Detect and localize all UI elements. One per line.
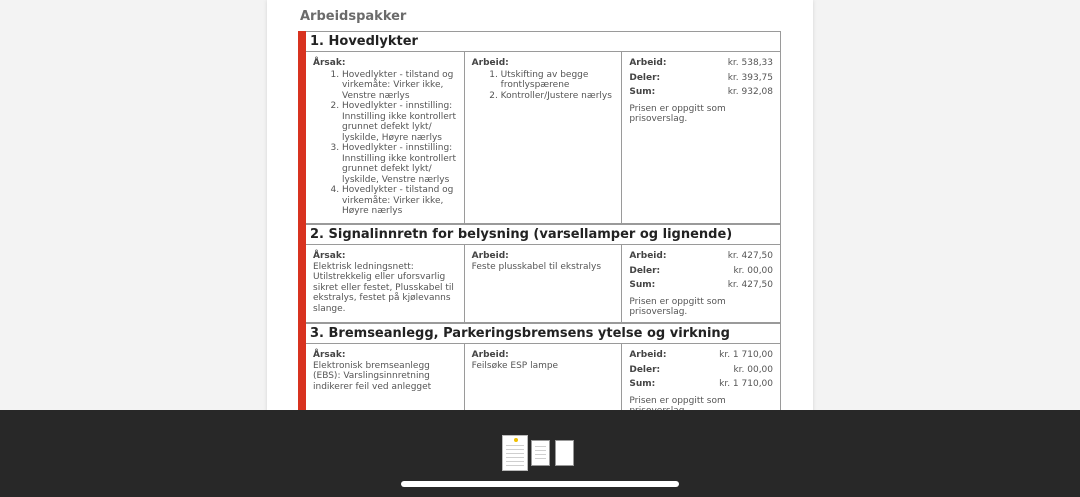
- sum-row: Sum: kr. 1 710,00: [629, 379, 773, 394]
- labor-row: Arbeid: kr. 1 710,00: [629, 350, 773, 365]
- cause-label: Årsak:: [313, 350, 346, 360]
- document-page: [267, 0, 813, 430]
- list-item: 1. Utskifting av begge frontlyspærene: [501, 70, 615, 91]
- cause-text: Elektronisk bremseanlegg (EBS): Varslingsinnretning indikerer feil ved anlegget: [313, 360, 432, 392]
- sum-value: kr. 1 710,00: [719, 379, 774, 389]
- page-thumbnail-1[interactable]: [502, 435, 528, 471]
- work-label: Arbeid:: [471, 58, 509, 68]
- sum-value: kr. 427,50: [727, 280, 774, 290]
- package-title: 1. Hovedlykter: [306, 31, 781, 52]
- cause-label: Årsak:: [313, 251, 346, 261]
- parts-row: Deler: kr. 00,00: [629, 365, 773, 380]
- parts-row: Deler: kr. 393,75: [629, 73, 773, 88]
- work-column: [464, 52, 622, 223]
- page-thumbnail-3[interactable]: [555, 440, 574, 466]
- parts-row: Deler: kr. 00,00: [629, 266, 773, 281]
- work-text: Feste plusskabel til ekstralys: [471, 261, 602, 272]
- list-item: 3. Hovedlykter - innstilling: Innstilling ikke kontrollert grunnet defekt lykt/ lyskilde, Venstre nærlys: [342, 143, 457, 185]
- cause-list: [313, 70, 457, 217]
- price-column: [621, 245, 780, 322]
- list-item: 4. Hovedlykter - tilstand og virkemåte: Virker ikke, Høyre nærlys: [342, 185, 457, 217]
- work-list: [472, 70, 615, 102]
- package-title: 2. Signalinnretn for belysning (varsellamper og lignende): [306, 224, 781, 245]
- page-thumbnail-2[interactable]: [531, 440, 550, 466]
- labor-value: kr. 1 710,00: [719, 350, 774, 360]
- package-title: 3. Bremseanlegg, Parkeringsbremsens ytelse og virkning: [306, 323, 781, 344]
- list-item: 2. Hovedlykter - innstilling: Innstilling ikke kontrollert grunnet defekt lykt/ lyskilde, Høyre nærlys: [342, 101, 457, 143]
- work-package-2: [298, 224, 781, 323]
- price-note: Prisen er oppgitt som prisoverslag.: [629, 103, 726, 124]
- sum-row: Sum: kr. 932,08: [629, 87, 773, 102]
- price-note: Prisen er oppgitt som prisoverslag.: [629, 296, 726, 317]
- labor-value: kr. 427,50: [727, 251, 774, 261]
- cause-column: [306, 52, 464, 223]
- home-indicator[interactable]: [401, 481, 679, 487]
- warning-icon: [514, 438, 518, 442]
- page-thumbnail-tray: [0, 410, 1080, 497]
- parts-value: kr. 00,00: [733, 265, 774, 276]
- cause-label: Årsak:: [313, 58, 346, 68]
- sum-value: kr. 932,08: [727, 87, 774, 97]
- work-text: Feilsøke ESP lampe: [471, 360, 559, 371]
- work-package-1: [298, 31, 781, 224]
- work-column: [464, 245, 622, 322]
- work-label: Arbeid:: [471, 251, 509, 261]
- section-title: Arbeidspakker: [300, 9, 407, 24]
- list-item: 1. Hovedlykter - tilstand og virkemåte: Virker ikke, Venstre nærlys: [342, 70, 457, 102]
- parts-value: kr. 00,00: [733, 364, 774, 375]
- labor-row: Arbeid: kr. 427,50: [629, 251, 773, 266]
- labor-row: Arbeid: kr. 538,33: [629, 58, 773, 73]
- labor-value: kr. 538,33: [727, 58, 774, 68]
- list-item: 2. Kontroller/Justere nærlys: [501, 91, 615, 102]
- parts-value: kr. 393,75: [727, 72, 774, 83]
- cause-column: [306, 245, 464, 322]
- cause-text: Elektrisk ledningsnett: Utilstrekkelig eller uforsvarlig sikret eller festet, Plusskabel til ekstralys, festet på kjølevanns slange.: [313, 261, 454, 314]
- price-note: Prisen er oppgitt som: [629, 395, 726, 406]
- sum-row: Sum: kr. 427,50: [629, 280, 773, 295]
- price-column: [621, 52, 780, 223]
- work-label: Arbeid:: [471, 350, 509, 360]
